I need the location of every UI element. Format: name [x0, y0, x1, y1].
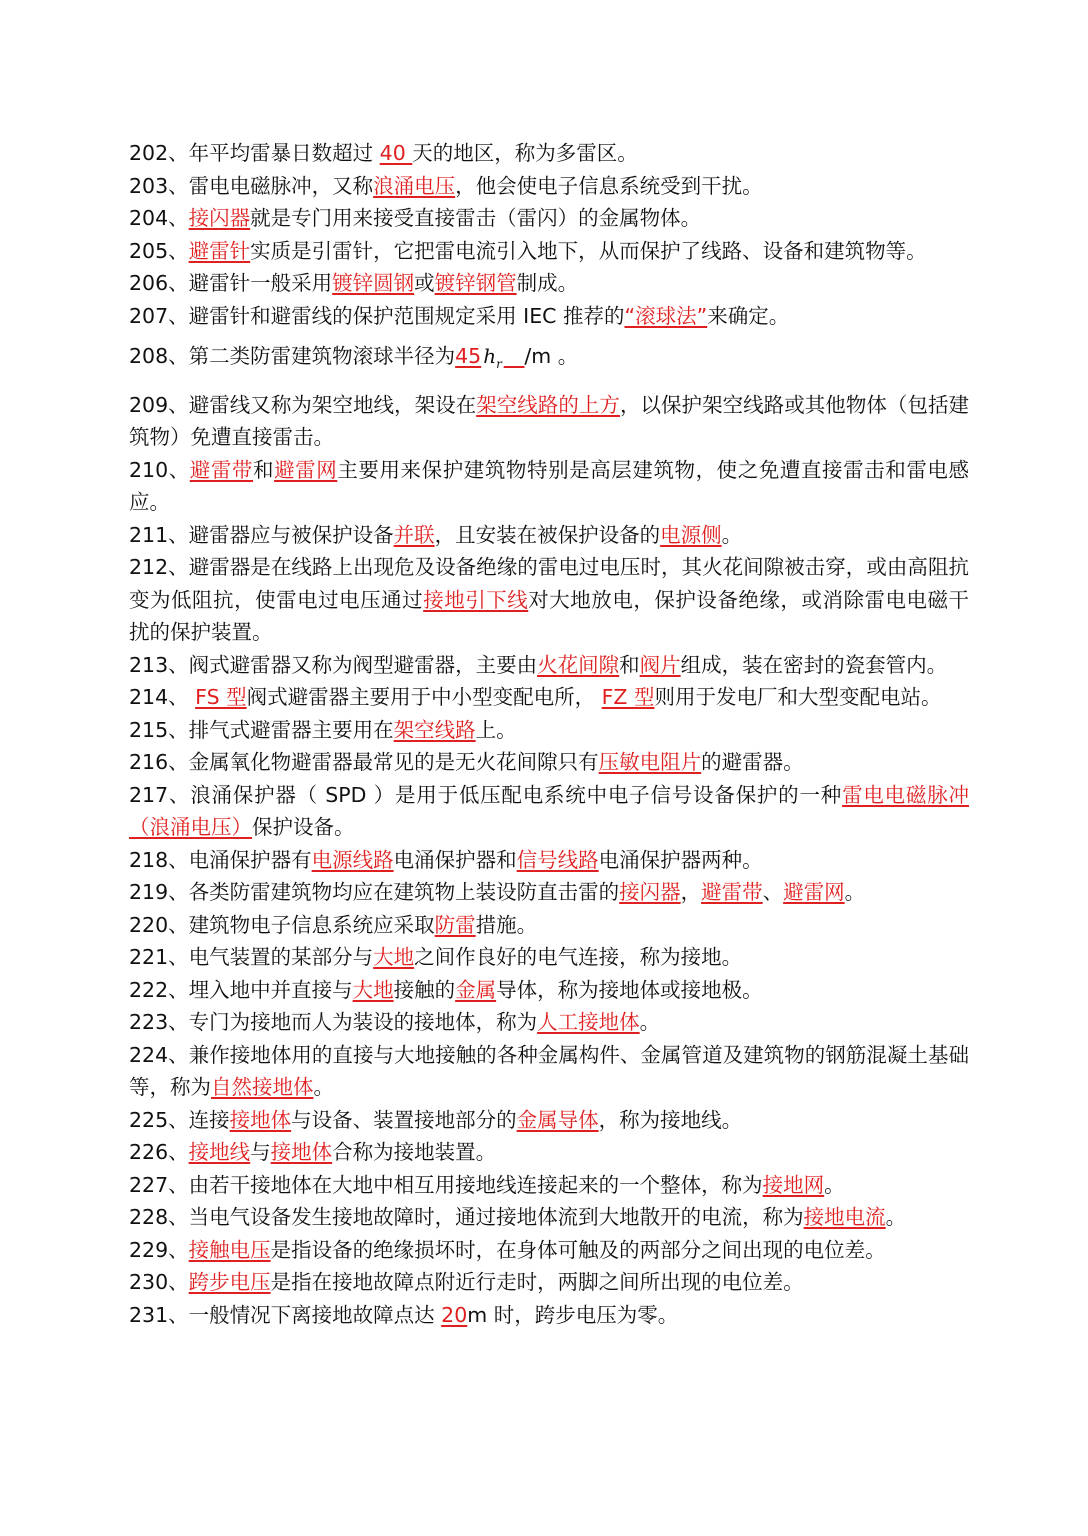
question-text: 是指设备的绝缘损坏时，在身体可触及的两部分之间出现的电位差。 — [270, 1237, 886, 1262]
question-text: 203、雷电电磁脉冲，又称 — [129, 173, 374, 198]
question-text: 、 — [762, 880, 784, 904]
question-text: 213、阀式避雷器又称为阀型避雷器，主要由 — [129, 652, 538, 677]
question-text: 电涌保护器两种。 — [598, 847, 763, 872]
question-text: 制成。 — [516, 271, 579, 295]
answer-blank: __ — [503, 344, 525, 368]
question-text: /m 。 — [524, 344, 579, 368]
formula-symbol: h — [483, 344, 497, 368]
question-text: 就是专门用来接受直接雷击（雷闪）的金属物体。 — [250, 206, 702, 230]
answer-blank: 跨步电压 — [188, 1270, 271, 1294]
answer-blank: 避雷网 — [783, 880, 845, 904]
question-text: 主要用来保护建筑物特别是高层建筑物，使之免遭直接雷击和雷电感应。 — [129, 457, 970, 514]
question-text: 电涌保护器和 — [393, 847, 517, 872]
question-text: 合称为接地装置。 — [332, 1140, 497, 1164]
answer-blank: 信号线路 — [516, 847, 599, 872]
question-text: 。 — [844, 880, 866, 904]
question-text: 214、 — [129, 685, 196, 709]
document-page — [129, 137, 969, 1331]
question-text: ，且安装在被保护设备的 — [434, 522, 661, 547]
question-text: ，他会使电子信息系统受到干扰。 — [455, 173, 763, 198]
question-text: ，称为接地线。 — [598, 1107, 743, 1132]
question-line — [129, 551, 969, 649]
answer-blank: 金属 — [455, 977, 497, 1002]
question-text: 221、电气装置的某部分与 — [129, 945, 374, 969]
answer-blank: 电源线路 — [311, 847, 394, 872]
question-line — [129, 170, 969, 203]
question-line — [129, 1299, 969, 1332]
question-text: 210、 — [129, 457, 190, 482]
question-text: 和 — [253, 457, 275, 482]
question-text: 来确定。 — [707, 303, 790, 328]
question-text: 。 — [824, 1172, 845, 1197]
question-text: 。 — [885, 1205, 907, 1229]
answer-blank: 自然接地体 — [211, 1075, 314, 1099]
answer-blank: 接闪器 — [619, 880, 681, 904]
question-text: 212、避雷器是在线路上出现危及设备绝缘的雷电过电压时，其火花间隙被击穿，或由高阻抗变为低阻抗，使雷电过电压通过 — [129, 555, 969, 612]
question-line — [129, 267, 969, 300]
answer-blank: 接地网 — [762, 1172, 825, 1197]
question-text: 和 — [619, 652, 640, 677]
question-line — [129, 1104, 969, 1137]
answer-blank: 架空线路 — [393, 717, 476, 742]
question-text: 229、 — [129, 1237, 189, 1262]
question-line — [129, 779, 969, 844]
question-line — [129, 1266, 969, 1299]
answer-blank: 20 — [441, 1302, 468, 1327]
question-text: 与设备、装置接地部分的 — [291, 1107, 517, 1132]
answer-blank: 接地电流 — [803, 1205, 886, 1229]
answer-blank: 接地体 — [229, 1107, 292, 1132]
question-text: 导体，称为接地体或接地极。 — [496, 977, 763, 1002]
answer-blank: 接地引下线 — [423, 587, 529, 612]
question-line — [129, 1006, 969, 1039]
answer-blank: FZ 型 — [601, 685, 655, 709]
question-line — [129, 235, 969, 268]
question-text: 216、金属氧化物避雷器最常见的是无火花间隙只有 — [129, 750, 599, 774]
answer-blank: 镀锌圆钢 — [332, 271, 415, 295]
question-text: 。 — [313, 1075, 334, 1099]
question-text: 。 — [639, 1010, 661, 1034]
answer-blank: 火花间隙 — [537, 652, 620, 677]
answer-blank: 接触电压 — [188, 1237, 271, 1262]
question-text: 对大地放电，保护设备绝缘，或消除雷电电磁干扰的保护装置。 — [129, 587, 970, 644]
question-text: 231、一般情况下离接地故障点达 — [129, 1302, 442, 1327]
question-line — [129, 1169, 969, 1202]
answer-blank: 避雷针 — [188, 238, 251, 263]
question-text: 220、建筑物电子信息系统应采取 — [129, 912, 435, 937]
question-text: ，以保护架空线路或其他物体（包括建筑物）免遭直接雷击。 — [129, 392, 969, 449]
answer-blank: 接地线 — [188, 1140, 251, 1164]
answer-blank: 40 — [379, 141, 413, 165]
question-text: 219、各类防雷建筑物均应在建筑物上装设防直击雷的 — [129, 880, 620, 904]
question-line — [129, 389, 969, 454]
question-line — [129, 941, 969, 974]
answer-blank: 大地 — [352, 977, 394, 1002]
question-text: 天的地区，称为多雷区。 — [412, 141, 638, 165]
answer-blank: 避雷带 — [189, 457, 254, 482]
question-line — [129, 746, 969, 779]
question-line — [129, 202, 969, 235]
question-text: 202、年平均雷暴日数超过 — [129, 141, 380, 165]
question-text: 上。 — [475, 717, 517, 742]
answer-blank: 接闪器 — [188, 206, 251, 230]
question-text: ， — [680, 880, 702, 904]
question-line — [129, 876, 969, 909]
question-text: 组成，装在密封的瓷套管内。 — [680, 652, 948, 677]
question-line — [129, 1201, 969, 1234]
question-text: 217、浪涌保护器（ SPD ）是用于低压配电系统中电子信号设备保护的一种 — [129, 782, 843, 807]
answer-blank: 阀片 — [639, 652, 681, 677]
question-text: 则用于发电厂和大型变配电站。 — [654, 685, 942, 709]
question-text: 。 — [721, 522, 743, 547]
answer-blank: 接地体 — [270, 1140, 333, 1164]
answer-blank: 避雷带 — [701, 880, 763, 904]
formula-subscript: r — [496, 357, 502, 371]
question-line — [129, 340, 969, 381]
question-text: 224、兼作接地体用的直接与大地接触的各种金属构件、金属管道及建筑物的钢筋混凝土基础等，称为 — [129, 1042, 969, 1099]
answer-blank: 架空线路的上方 — [476, 392, 620, 417]
answer-blank: 45 — [455, 344, 482, 368]
answer-blank: 防雷 — [434, 912, 476, 937]
question-text: 209、避雷线又称为架空地线，架设在 — [129, 392, 477, 417]
question-text: 措施。 — [475, 912, 538, 937]
question-text: 223、专门为接地而人为装设的接地体，称为 — [129, 1010, 538, 1034]
answer-blank: 避雷网 — [274, 457, 338, 482]
answer-blank: 浪涌电压 — [373, 173, 456, 198]
question-line — [129, 714, 969, 747]
question-text: 225、连接 — [129, 1107, 230, 1132]
question-line — [129, 909, 969, 942]
answer-blank: 大地 — [373, 945, 415, 969]
question-text: 215、排气式避雷器主要用在 — [129, 717, 394, 742]
question-text: 205、 — [129, 238, 189, 263]
question-text: 与 — [250, 1140, 271, 1164]
answer-blank: 人工接地体 — [537, 1010, 640, 1034]
question-line — [129, 1234, 969, 1267]
question-text: 211、避雷器应与被保护设备 — [129, 522, 394, 547]
question-line — [129, 649, 969, 682]
question-text: 的避雷器。 — [701, 750, 804, 774]
question-line — [129, 1039, 969, 1104]
question-text: 是指在接地故障点附近行走时，两脚之间所出现的电位差。 — [270, 1270, 804, 1294]
answer-blank: 金属导体 — [516, 1107, 599, 1132]
question-text: 222、埋入地中并直接与 — [129, 977, 353, 1002]
question-line — [129, 519, 969, 552]
question-line — [129, 300, 969, 333]
answer-blank: 镀锌钢管 — [434, 271, 517, 295]
question-text: 208、第二类防雷建筑物滚球半径为 — [129, 344, 456, 368]
answer-blank: 并联 — [393, 522, 435, 547]
question-text: 204、 — [129, 206, 189, 230]
answer-blank: 电源侧 — [660, 522, 722, 547]
question-line — [129, 454, 969, 519]
question-text: 阀式避雷器主要用于中小型变配电所， — [246, 685, 602, 709]
question-line — [129, 681, 969, 714]
question-text: 之间作良好的电气连接，称为接地。 — [414, 945, 743, 969]
question-text: m 时，跨步电压为零。 — [467, 1302, 679, 1327]
question-line — [129, 974, 969, 1007]
question-text: 226、 — [129, 1140, 189, 1164]
question-text: 实质是引雷针，它把雷电流引入地下，从而保护了线路、设备和建筑物等。 — [250, 238, 927, 263]
formula-variable — [481, 344, 504, 371]
answer-blank: FS 型 — [195, 685, 247, 709]
question-text: 230、 — [129, 1270, 189, 1294]
question-text: 或 — [414, 271, 435, 295]
question-text: 207、避雷针和避雷线的保护范围规定采用 IEC 推荐的 — [129, 303, 625, 328]
question-text: 接触的 — [393, 977, 456, 1002]
question-line — [129, 137, 969, 170]
question-text: 228、当电气设备发生接地故障时，通过接地体流到大地散开的电流，称为 — [129, 1205, 804, 1229]
answer-blank: “滚球法” — [624, 303, 708, 328]
question-text: 206、避雷针一般采用 — [129, 271, 333, 295]
question-text: 保护设备。 — [252, 815, 355, 839]
question-line — [129, 1136, 969, 1169]
answer-blank: 雷电电磁脉冲（浪涌电压） — [129, 782, 970, 839]
question-text: 227、由若干接地体在大地中相互用接地线连接起来的一个整体，称为 — [129, 1172, 763, 1197]
answer-blank: 压敏电阻片 — [598, 750, 702, 774]
question-line — [129, 844, 969, 877]
question-text: 218、电涌保护器有 — [129, 847, 312, 872]
